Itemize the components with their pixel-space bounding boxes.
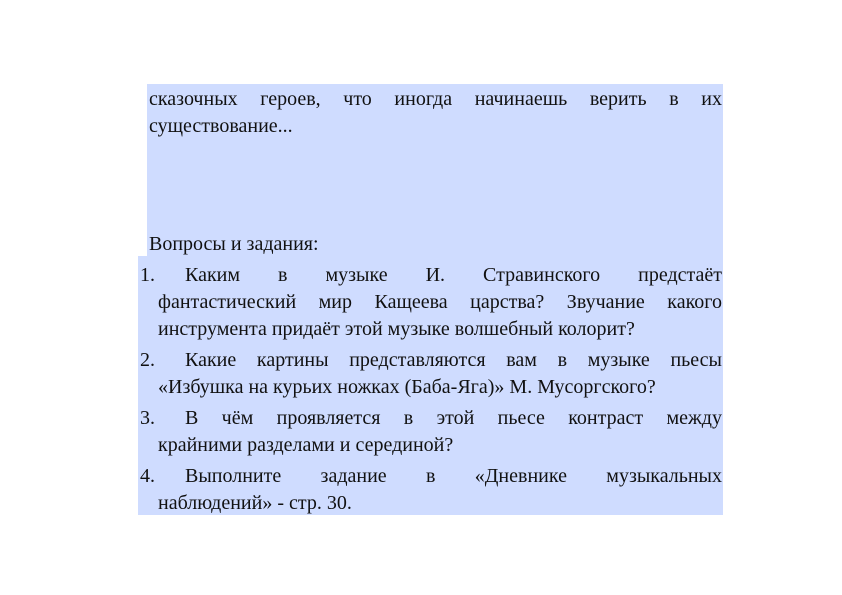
question-line: В чём проявляется в этой пьесе контраст между [185, 407, 722, 429]
question-line: «Избушка на курьих ножках (Баба-Яга)» М. Мусоргского? [158, 376, 656, 398]
intro-line-1: сказочных героев, что иногда начинаешь верить в их [149, 88, 722, 110]
question-item-3 [140, 405, 722, 459]
questions-heading: Вопросы и задания: [149, 233, 319, 255]
intro-line-2: существование... [149, 115, 293, 137]
question-number: 4. [140, 465, 155, 487]
question-line: наблюдений» - стр. 30. [158, 492, 352, 514]
question-line: Каким в музыке И. Стравинского предстаёт [185, 264, 722, 286]
question-item-2 [140, 347, 722, 401]
questions-list [140, 262, 722, 521]
question-line: Какие картины представляются вам в музыке пьесы [185, 349, 722, 371]
intro-paragraph [149, 86, 722, 140]
question-number: 1. [140, 264, 155, 286]
question-line: инструмента придаёт этой музыке волшебный колорит? [158, 318, 635, 340]
question-item-4 [140, 463, 722, 517]
question-item-1 [140, 262, 722, 343]
question-number: 3. [140, 407, 155, 429]
question-line: фантастический мир Кащеева царства? Звучание какого [158, 291, 722, 313]
question-line: крайними разделами и серединой? [158, 434, 454, 456]
question-number: 2. [140, 349, 155, 371]
question-line: Выполните задание в «Дневнике музыкальных [185, 465, 722, 487]
